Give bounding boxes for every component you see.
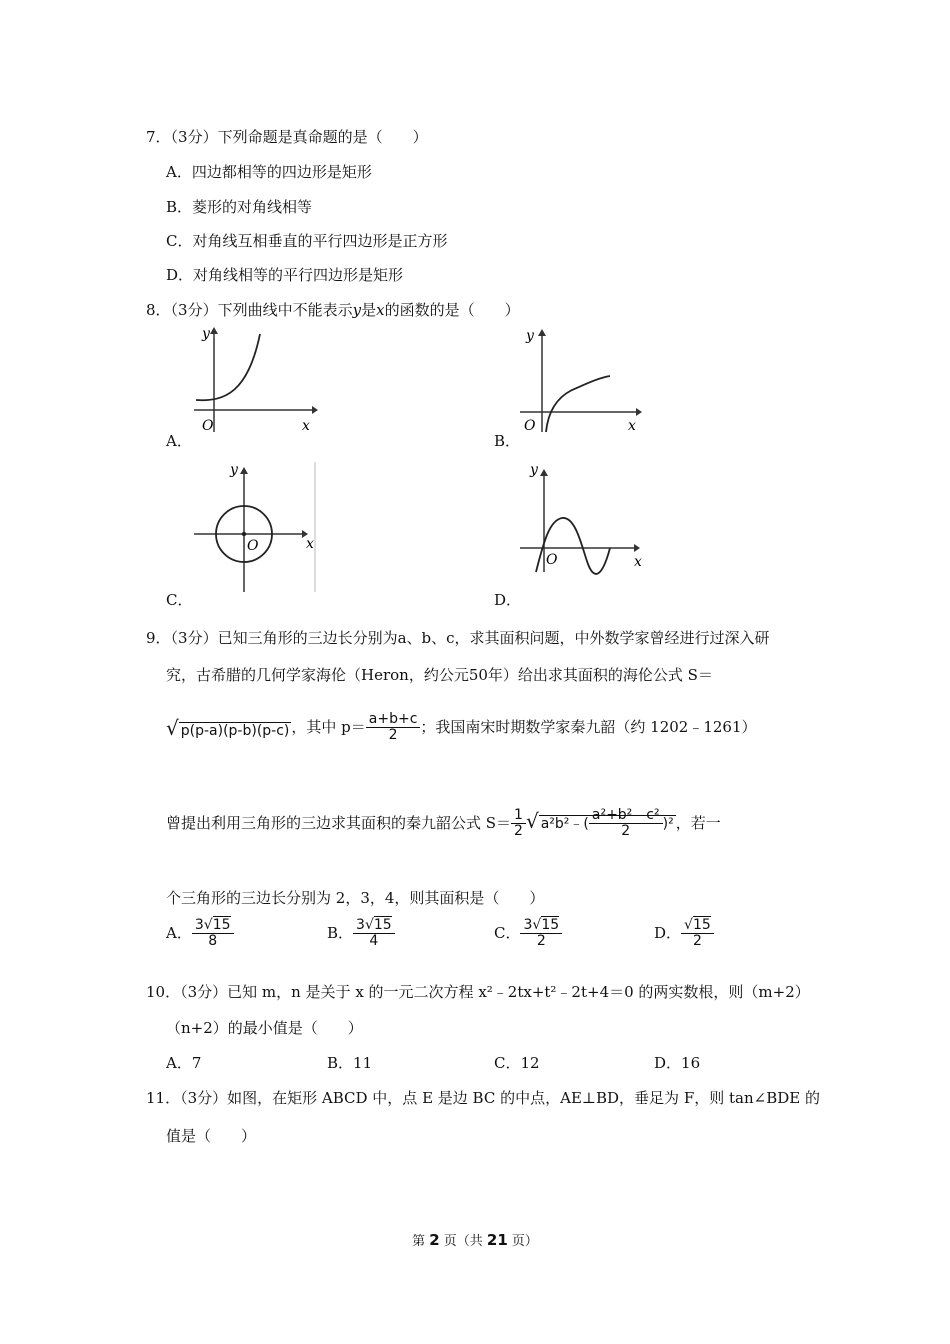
- p-fraction: $\frac{a+b+c}{2}$: [366, 712, 421, 744]
- graph-b: [516, 322, 646, 437]
- page-total: 21: [486, 1231, 508, 1249]
- graph-d: [516, 460, 646, 580]
- q10-option-a: A．7: [166, 1054, 202, 1072]
- q10-line-2: （n+2）的最小值是（ ）: [166, 1019, 363, 1037]
- graph-d-label: D．: [494, 591, 522, 609]
- q9-option-a: A． $\frac{3√15}{8}$: [166, 918, 234, 950]
- heron-formula: √ p(p-a)(p-b)(p-c): [166, 715, 290, 740]
- graph-b-x-label: x: [628, 418, 636, 434]
- graph-c: [190, 460, 320, 595]
- q10-option-c: C．12: [494, 1054, 540, 1072]
- qin-formula: √ a²b²﹣( $\frac{\text{a²+b²﹣c²}}{2}$ )²: [525, 807, 674, 840]
- q9-option-c: C． $\frac{3√15}{2}$: [494, 918, 562, 950]
- q7-option-a: A．四边都相等的四边形是矩形: [166, 163, 372, 181]
- q10-option-b: B．11: [327, 1054, 373, 1072]
- page-number: 2: [429, 1231, 440, 1249]
- graph-c-x-label: x: [306, 536, 314, 552]
- q9-line-2: 究，古希腊的几何学家海伦（Heron，约公元50年）给出求其面积的海伦公式 S＝: [166, 666, 713, 684]
- graph-a: [190, 322, 320, 437]
- q9-line-5: 个三角形的三边长分别为 2，3，4，则其面积是（ ）: [166, 889, 545, 907]
- graph-d-x-label: x: [634, 554, 642, 570]
- q7-option-d: D．对角线相等的平行四边形是矩形: [166, 266, 404, 284]
- graph-b-curve: [546, 376, 610, 432]
- q8-stem: 8．（3分）下列曲线中不能表示y是x的函数的是（ ）: [146, 301, 520, 319]
- q9-option-d: D． $\frac{√15}{2}$: [654, 918, 714, 950]
- graph-b-y-label: y: [526, 328, 534, 344]
- graph-a-origin: O: [202, 418, 214, 434]
- graph-b-label: B．: [494, 432, 521, 450]
- half-fraction: $\frac{1}{2}$: [511, 808, 526, 840]
- q7-option-c: C．对角线互相垂直的平行四边形是正方形: [166, 232, 448, 250]
- q9-line-1: 9．（3分）已知三角形的三边长分别为a、b、c，求其面积问题，中外数学家曾经进行过深入研: [146, 629, 770, 647]
- graph-c-y-label: y: [230, 462, 238, 478]
- q10-line-1: 10．（3分）已知 m，n 是关于 x 的一元二次方程 x²﹣2tx+t²﹣2t+4＝0 的两实数根，则（m+2）: [146, 983, 810, 1001]
- q11-line-2: 值是（ ）: [166, 1127, 257, 1145]
- q10-option-d: D．16: [654, 1054, 701, 1072]
- graph-c-label: C．: [166, 591, 193, 609]
- q7-option-b: B．菱形的对角线相等: [166, 198, 313, 216]
- q9-line-3: √ p(p-a)(p-b)(p-c) ，其中 p＝ $\frac{a+b+c}{2}$ ；我国南宋时期数学家秦九韶（约 1202﹣1261）: [166, 711, 757, 744]
- graph-a-y-label: y: [202, 326, 210, 342]
- page-footer: 第 2 页（共 21 页）: [412, 1231, 538, 1249]
- graph-a-curve: [196, 334, 260, 400]
- graph-d-origin: O: [546, 552, 558, 568]
- graph-b-origin: O: [524, 418, 536, 434]
- graph-d-y-label: y: [530, 462, 538, 478]
- graph-a-x-label: x: [302, 418, 310, 434]
- q11-line-1: 11．（3分）如图，在矩形 ABCD 中，点 E 是边 BC 的中点，AE⊥BD，垂足为 F，则 tan∠BDE 的: [146, 1089, 820, 1107]
- graph-a-label: A．: [166, 432, 192, 450]
- q9-option-b: B． $\frac{3√15}{4}$: [327, 918, 395, 950]
- q9-line-4: 曾提出利用三角形的三边求其面积的秦九韶公式 S＝ $\frac{1}{2}$ √ a²b²﹣( $\frac{\text{a²+b²﹣c²}}{2}$ )² ，若一: [166, 807, 721, 840]
- q7-stem: 7．（3分）下列命题是真命题的是（ ）: [146, 128, 428, 146]
- graph-c-origin: O: [247, 538, 259, 554]
